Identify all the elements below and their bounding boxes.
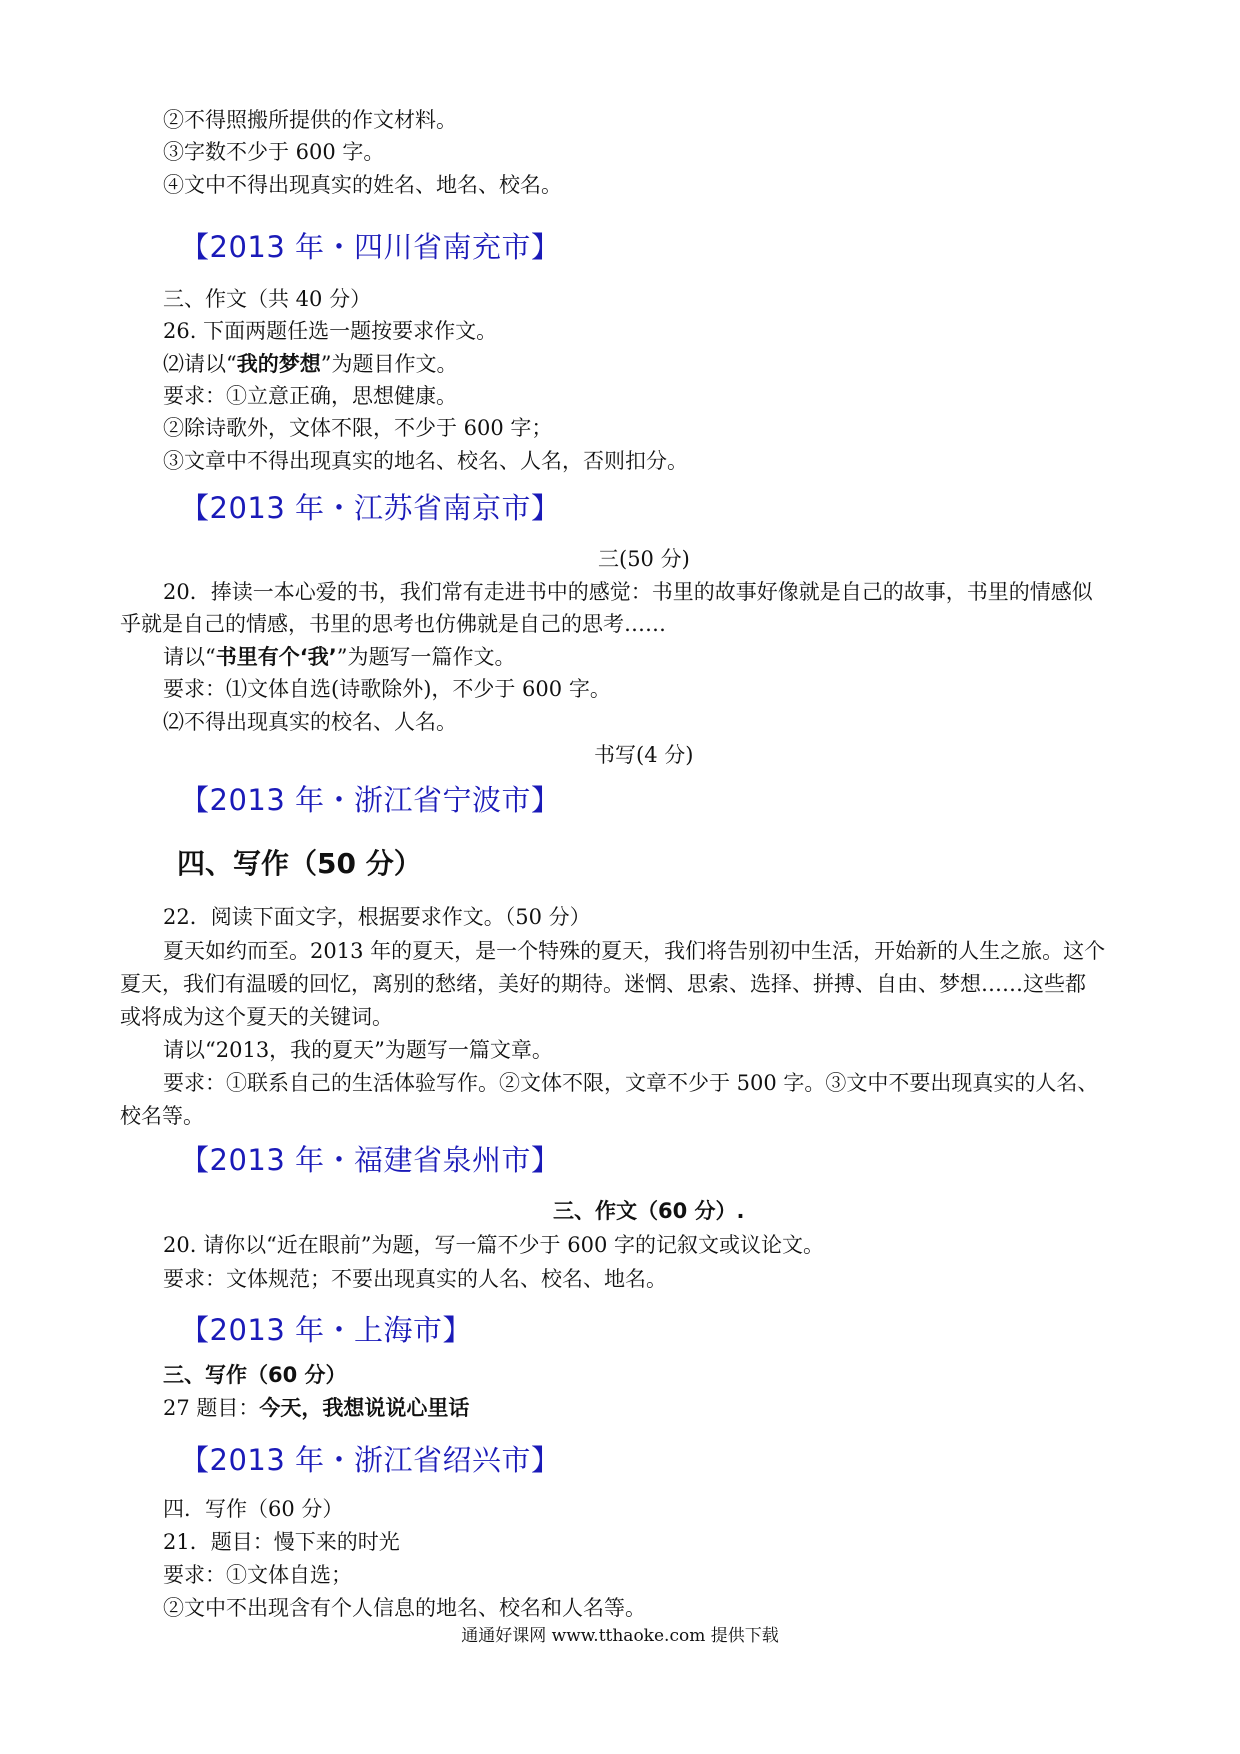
section-heading: 【2013 年・上海市】 <box>180 1313 473 1347</box>
text-line: ④文中不得出现真实的姓名、地名、校名。 <box>163 173 562 197</box>
text-line: ②文中不出现含有个人信息的地名、校名和人名等。 <box>163 1596 646 1620</box>
section-heading: 【2013 年・浙江省绍兴市】 <box>180 1443 561 1477</box>
prompt-prefix: ⑵请以“ <box>163 352 237 376</box>
text-line: 20．捧读一本心爱的书，我们常有走进书中的感觉：书里的故事好像就是自己的故事，书里的情感似 <box>163 580 1093 604</box>
topic-title: 今天，我想说说心里话 <box>259 1396 470 1420</box>
text-line: 20. 请你以“近在眼前”为题，写一篇不少于 600 字的记叙文或议论文。 <box>163 1233 824 1257</box>
text-line: 要求：文体规范；不要出现真实的人名、校名、地名。 <box>163 1267 667 1291</box>
text-line: 乎就是自己的情感，书里的思考也仿佛就是自己的思考…… <box>120 612 666 636</box>
text-line: 三、作文（共 40 分） <box>163 287 372 311</box>
text-line: 26. 下面两题任选一题按要求作文。 <box>163 319 498 343</box>
section-title: 三(50 分) <box>598 547 690 571</box>
text-line: 或将成为这个夏天的关键词。 <box>120 1005 393 1029</box>
text-line: 要求：①文体自选； <box>163 1563 352 1587</box>
prompt-line <box>163 350 458 378</box>
topic-line <box>163 1394 469 1422</box>
text-line: 四．写作（60 分） <box>163 1497 344 1521</box>
text-line: ③文章中不得出现真实的地名、校名、人名，否则扣分。 <box>163 449 688 473</box>
text-line: 要求：①立意正确，思想健康。 <box>163 384 457 408</box>
text-line: ②不得照搬所提供的作文材料。 <box>163 108 457 132</box>
prompt-title: 我的梦想 <box>236 352 321 376</box>
text-line: 21．题目：慢下来的时光 <box>163 1530 400 1554</box>
prompt-suffix: ”为题写一篇作文。 <box>336 645 516 669</box>
section-heading: 【2013 年・江苏省南京市】 <box>180 491 561 525</box>
section-heading: 【2013 年・福建省泉州市】 <box>180 1143 561 1177</box>
section-title: 三、写作（60 分） <box>163 1363 347 1387</box>
text-line: 22．阅读下面文字，根据要求作文。（50 分） <box>163 905 591 929</box>
text-line: 夏天如约而至。2013 年的夏天，是一个特殊的夏天，我们将告别初中生活，开始新的人生之旅。这个 <box>163 939 1106 963</box>
section-title: 三、作文（60 分）. <box>553 1199 745 1223</box>
topic-prefix: 27 题目： <box>163 1396 260 1420</box>
prompt-title: 书里有个‘我’ <box>215 645 337 669</box>
text-line: 要求：⑴文体自选(诗歌除外)，不少于 600 字。 <box>163 677 611 701</box>
text-line: ③字数不少于 600 字。 <box>163 140 385 164</box>
section-footer-note: 书写(4 分) <box>594 743 694 767</box>
text-line: 夏天，我们有温暖的回忆，离别的愁绪，美好的期待。迷惘、思索、选择、拼搏、自由、梦想……这些都 <box>120 972 1086 996</box>
text-line: 请以“2013，我的夏天”为题写一篇文章。 <box>163 1038 553 1062</box>
prompt-line <box>163 643 515 671</box>
page-footer: 通通好课网 www.tthaoke.com 提供下载 <box>461 1626 779 1646</box>
section-heading: 【2013 年・四川省南充市】 <box>180 230 561 264</box>
section-heading: 【2013 年・浙江省宁波市】 <box>180 783 561 817</box>
text-line: ②除诗歌外，文体不限，不少于 600 字； <box>163 416 553 440</box>
text-line: ⑵不得出现真实的校名、人名。 <box>163 710 457 734</box>
text-line: 校名等。 <box>120 1104 204 1128</box>
prompt-prefix: 请以“ <box>163 645 216 669</box>
prompt-suffix: ”为题目作文。 <box>320 352 458 376</box>
section-title: 四、写作（50 分） <box>177 847 422 880</box>
text-line: 要求：①联系自己的生活体验写作。②文体不限，文章不少于 500 字。③文中不要出现真实的人名、 <box>163 1071 1099 1095</box>
